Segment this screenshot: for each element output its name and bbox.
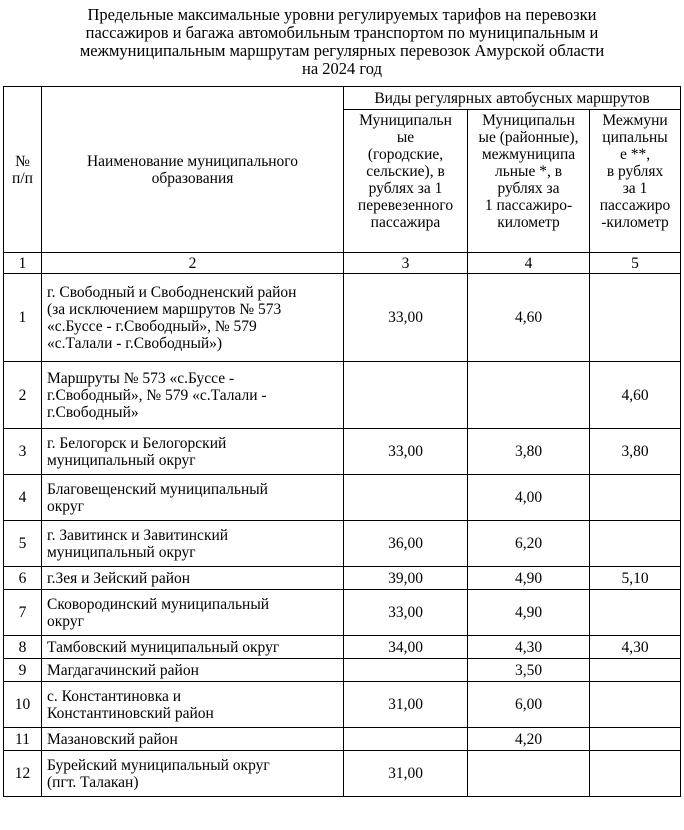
municipality-name: [42, 728, 344, 751]
municipality-name-line: г.Свободный»: [47, 403, 139, 421]
municipality-name-line: округ: [47, 497, 84, 515]
header-col5-line: за 1: [622, 180, 648, 197]
title-line: межмуниципальным маршрутам регулярных перевозок Амурской области: [79, 41, 605, 60]
municipality-name-line: г. Белогорск и Белогорский: [47, 434, 227, 452]
header-col4-line: 1 пассажиро-: [484, 197, 573, 214]
header-col3-line: сельские), в: [366, 163, 445, 180]
header-col4-line: ые (районные),: [478, 129, 579, 146]
municipality-name-line: муниципальный округ: [47, 543, 196, 561]
municipality-name: [42, 429, 344, 475]
tariff-c5: [590, 682, 681, 728]
tariff-c3: 33,00: [344, 590, 468, 636]
title-line: Предельные максимальные уровни регулируемых тарифов на перевозки: [87, 5, 597, 24]
table-row: [4, 429, 681, 475]
header-num-line: п/п: [12, 169, 33, 187]
index-row: [4, 253, 681, 274]
municipality-name: [42, 475, 344, 521]
tariff-c3: [344, 362, 468, 429]
header-col4-line: Муниципальн: [482, 112, 575, 129]
tariff-c3: 39,00: [344, 567, 468, 590]
municipality-name: [42, 567, 344, 590]
municipality-name-line: Бурейский муниципальный округ: [47, 756, 270, 774]
row-number: 8: [4, 636, 42, 659]
title-line: пассажиров и багажа автомобильным транспортом по муниципальным и: [85, 23, 599, 42]
header-col4-line: километр: [497, 214, 560, 231]
tariff-c5: [590, 590, 681, 636]
municipality-name: [42, 682, 344, 728]
header-col3-line: рублях за 1: [368, 180, 443, 197]
municipality-name-line: г. Свободный и Свободненский район: [47, 283, 297, 301]
municipality-name-line: Магдагачинский район: [47, 661, 199, 679]
municipality-name-line: Сковородинский муниципальный: [47, 595, 270, 613]
municipality-name-line: Маршруты № 573 «с.Буссе -: [47, 369, 235, 387]
header-col4-line: межмуниципа: [481, 146, 576, 163]
tariff-c4: 4,90: [468, 567, 590, 590]
header-col4-line: льные *, в: [494, 163, 563, 180]
index-cell: 2: [42, 253, 344, 274]
municipality-name: [42, 274, 344, 362]
row-number: 3: [4, 429, 42, 475]
row-number: 7: [4, 590, 42, 636]
tariff-c3: 36,00: [344, 521, 468, 567]
table-row: [4, 567, 681, 590]
tariff-c3: [344, 728, 468, 751]
row-number: 10: [4, 682, 42, 728]
tariff-c3: 33,00: [344, 274, 468, 362]
table-row: [4, 521, 681, 567]
title-line: на 2024 год: [302, 59, 382, 78]
tariff-c4: 3,80: [468, 429, 590, 475]
tariff-c3: [344, 475, 468, 521]
municipality-name: [42, 362, 344, 429]
index-cell: 3: [344, 253, 468, 274]
header-name-line: образования: [151, 169, 234, 187]
municipality-name-line: округ: [47, 612, 84, 630]
table-row: [4, 682, 681, 728]
header-col3-line: (городские,: [367, 146, 444, 163]
municipality-name-line: «с.Талали - г.Свободный»): [47, 334, 223, 352]
table-row: [4, 728, 681, 751]
tariff-c3: [344, 659, 468, 682]
tariff-c4: 4,20: [468, 728, 590, 751]
tariff-c5: [590, 659, 681, 682]
header-col5-line: е **,: [619, 146, 651, 163]
row-number: 9: [4, 659, 42, 682]
tariff-c5: 4,60: [590, 362, 681, 429]
tariff-c3: 34,00: [344, 636, 468, 659]
row-number: 5: [4, 521, 42, 567]
municipality-name-line: (пгт. Талакан): [47, 773, 139, 791]
tariff-c4: 4,60: [468, 274, 590, 362]
tariff-c4: 6,00: [468, 682, 590, 728]
municipality-name-line: г.Зея и Зейский район: [47, 569, 191, 587]
municipality-name: [42, 751, 344, 797]
header-col5-line: -километр: [601, 214, 669, 231]
tariff-c5: [590, 475, 681, 521]
row-number: 11: [4, 728, 42, 751]
tariff-c3: 31,00: [344, 682, 468, 728]
header-group: Виды регулярных автобусных маршрутов: [344, 87, 681, 110]
municipality-name-line: «с.Буссе - г.Свободный», № 579: [47, 317, 257, 335]
tariff-c3: 33,00: [344, 429, 468, 475]
municipality-name-line: Благовещенский муниципальный: [47, 480, 268, 498]
header-col3-line: перевезенного: [357, 197, 454, 214]
table-row: [4, 475, 681, 521]
header-col5-line: в рублях: [606, 163, 664, 180]
tariff-c4: 4,30: [468, 636, 590, 659]
header-col5-line: пассажиро: [599, 197, 671, 214]
tariff-c4: [468, 362, 590, 429]
municipality-name: [42, 636, 344, 659]
municipality-name-line: Мазановский район: [47, 730, 178, 748]
tariff-c4: 6,20: [468, 521, 590, 567]
row-number: 4: [4, 475, 42, 521]
tariff-c5: 4,30: [590, 636, 681, 659]
row-number: 12: [4, 751, 42, 797]
header-name-line: Наименование муниципального: [86, 152, 299, 170]
index-cell: 4: [468, 253, 590, 274]
header-name: [42, 87, 344, 253]
tariff-table: [3, 86, 681, 797]
tariff-c5: [590, 274, 681, 362]
tariff-c5: 3,80: [590, 429, 681, 475]
header-col5-line: ципальны: [602, 129, 668, 146]
header-num: [4, 87, 42, 253]
municipality-name-line: Тамбовский муниципальный округ: [47, 638, 280, 656]
tariff-c4: 3,50: [468, 659, 590, 682]
municipality-name: [42, 659, 344, 682]
tariff-c4: [468, 751, 590, 797]
municipality-name: [42, 590, 344, 636]
table-row: [4, 751, 681, 797]
table-row: [4, 362, 681, 429]
row-number: 6: [4, 567, 42, 590]
tariff-c3: 31,00: [344, 751, 468, 797]
header-col3-line: пассажира: [370, 214, 441, 231]
table-row: [4, 274, 681, 362]
tariff-c5: [590, 751, 681, 797]
header-col4: [468, 110, 590, 253]
tariff-c5: 5,10: [590, 567, 681, 590]
header-col4-line: рублях за: [497, 180, 560, 197]
index-cell: 5: [590, 253, 681, 274]
header-num-line: №: [15, 152, 30, 170]
header-col3: [344, 110, 468, 253]
tariff-c5: [590, 521, 681, 567]
municipality-name-line: Константиновский район: [47, 704, 214, 722]
municipality-name-line: (за исключением маршрутов № 573: [47, 300, 282, 318]
municipality-name: [42, 521, 344, 567]
header-col3-line: Муниципальн: [359, 112, 452, 129]
municipality-name-line: г. Завитинск и Завитинский: [47, 526, 229, 544]
table-row: [4, 659, 681, 682]
municipality-name-line: муниципальный округ: [47, 451, 196, 469]
index-cell: 1: [4, 253, 42, 274]
table-row: [4, 590, 681, 636]
document-title: [6, 0, 678, 78]
header-col5-line: Межмуни: [602, 112, 668, 129]
municipality-name-line: г.Свободный», № 579 «с.Талали -: [47, 386, 267, 404]
tariff-c4: 4,00: [468, 475, 590, 521]
header-col3-line: ые: [396, 129, 415, 146]
municipality-name-line: с. Константиновка и: [47, 687, 182, 705]
table-row: [4, 636, 681, 659]
tariff-c5: [590, 728, 681, 751]
header-col5: [590, 110, 681, 253]
row-number: 2: [4, 362, 42, 429]
tariff-c4: 4,90: [468, 590, 590, 636]
row-number: 1: [4, 274, 42, 362]
